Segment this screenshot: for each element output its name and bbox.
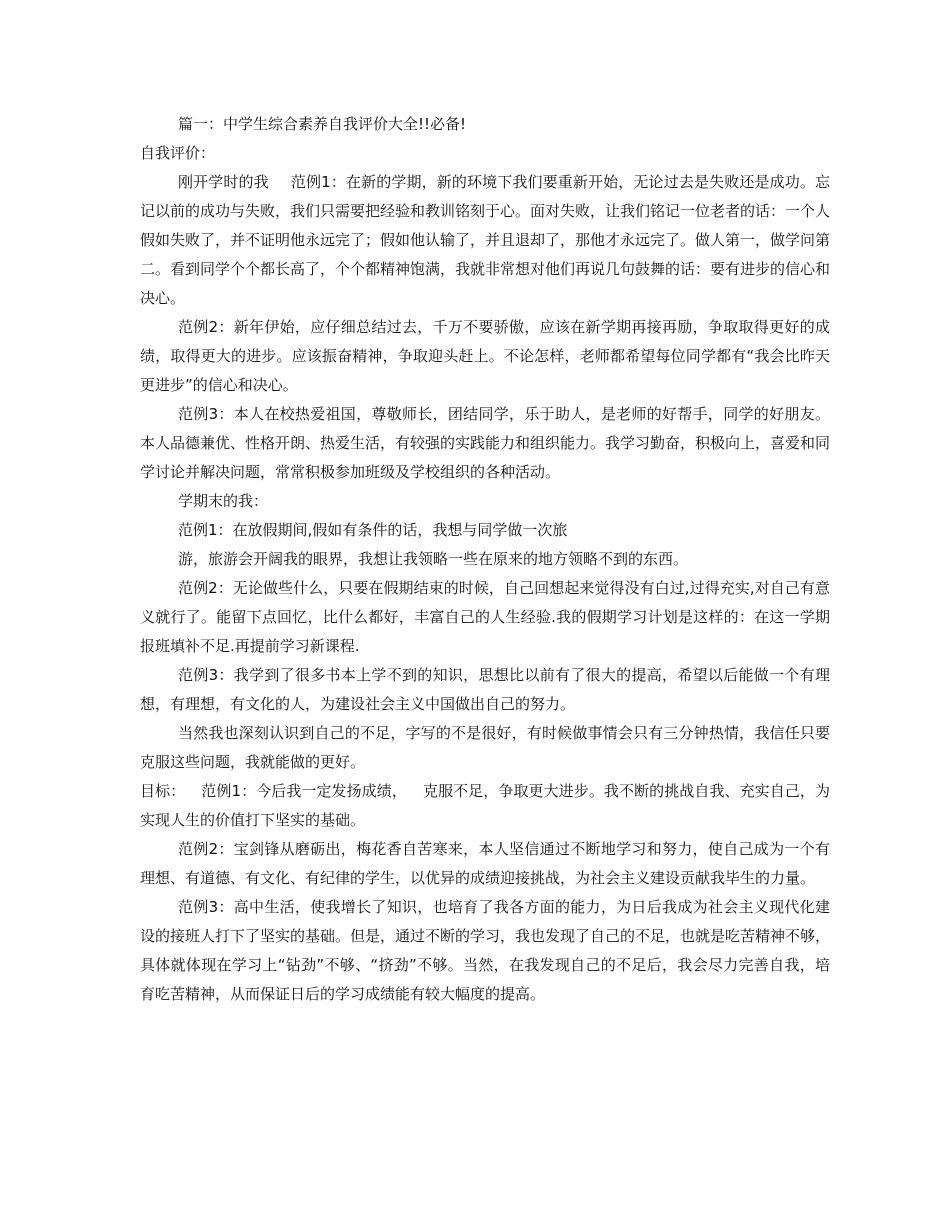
paragraph-example-1-end-cont: 游，旅游会开阔我的眼界，我想让我领略一些在原来的地方领略不到的东西。 xyxy=(178,550,689,568)
document-body xyxy=(140,110,830,1009)
paragraph-goals xyxy=(140,777,830,835)
section-heading-self-evaluation: 自我评价： xyxy=(140,144,216,162)
paragraph-start-of-term xyxy=(140,168,830,313)
start-of-term-label: 刚开学时的我 xyxy=(178,173,269,191)
paragraph-example-2-start: 范例2：新年伊始，应仔细总结过去，千万不要骄傲，应该在新学期再接再励，争取取得更好的成绩，取得更大的进步。应该振奋精神，争取迎头赶上。不论怎样，老师都希望每位同学都有“我会比昨天更进步”的信心和决心。 xyxy=(140,318,830,394)
paragraph-example-3-end: 范例3：我学到了很多书本上学不到的知识，思想比以前有了很大的提高，希望以后能做一个有理想，有理想，有文化的人，为建设社会主义中国做出自己的努力。 xyxy=(140,666,830,713)
paragraph-example-2-end: 范例2：无论做些什么，只要在假期结束的时候，自己回想起来觉得没有白过,过得充实,对自己有意义就行了。能留下点回忆，比什么都好，丰富自己的人生经验.我的假期学习计划是这样的：在这一学期报班填补不足.再提前学习新课程. xyxy=(140,579,830,655)
document-title: 篇一：中学生综合素养自我评价大全!!必备! xyxy=(178,115,467,133)
section-heading-end-of-term: 学期末的我： xyxy=(178,492,269,510)
paragraph-shortcomings: 当然我也深刻认识到自己的不足，字写的不是很好，有时候做事情会只有三分钟热情，我信任只要克服这些问题，我就能做的更好。 xyxy=(140,724,830,771)
goals-example-1-a: 范例1：今后我一定发扬成绩， xyxy=(201,782,407,800)
paragraph-goals-example-2: 范例2：宝剑锋从磨砺出，梅花香自苦寒来，本人坚信通过不断地学习和努力，使自己成为一个有理想、有道德、有文化、有纪律的学生，以优异的成绩迎接挑战，为社会主义建设贡献我毕生的力量。 xyxy=(140,840,830,887)
paragraph-example-3-start: 范例3：本人在校热爱祖国，尊敬师长，团结同学，乐于助人，是老师的好帮手，同学的好朋友。本人品德兼优、性格开朗、热爱生活，有较强的实践能力和组织能力。我学习勤奋，积极向上，喜爱和同学讨论并解决问题，常常积极参加班级及学校组织的各种活动。 xyxy=(140,405,831,481)
paragraph-goals-example-3: 范例3：高中生活，使我增长了知识，也培育了我各方面的能力，为日后我成为社会主义现代化建设的接班人打下了坚实的基础。但是，通过不断的学习，我也发现了自己的不足，也就是吃苦精神不够，具体就体现在学习上“钻劲”不够、“挤劲”不够。当然，在我发现自己的不足后，我会尽力完善自我，培育吃苦精神，从而保证日后的学习成绩能有较大幅度的提高。 xyxy=(140,898,831,1003)
paragraph-example-1-end: 范例1：在放假期间,假如有条件的话，我想与同学做一次旅 xyxy=(178,521,568,539)
goals-example-1-b: 克服不足，争取更大进步。我不断的挑战自我、充实自己，为实现人生的价值打下坚实的基础。 xyxy=(140,782,830,829)
goals-label: 目标： xyxy=(140,782,186,800)
start-of-term-text: 范例1：在新的学期，新的环境下我们要重新开始，无论过去是失败还是成功。忘记以前的成功与失败，我们只需要把经验和教训铭刻于心。面对失败，让我们铭记一位老者的话：一个人假如失败了，并不证明他永远完了；假如他认输了，并且退却了，那他才永远完了。做人第一，做学问第二。看到同学个个都长高了，个个都精神饱满，我就非常想对他们再说几句鼓舞的话：要有进步的信心和决心。 xyxy=(140,173,831,307)
